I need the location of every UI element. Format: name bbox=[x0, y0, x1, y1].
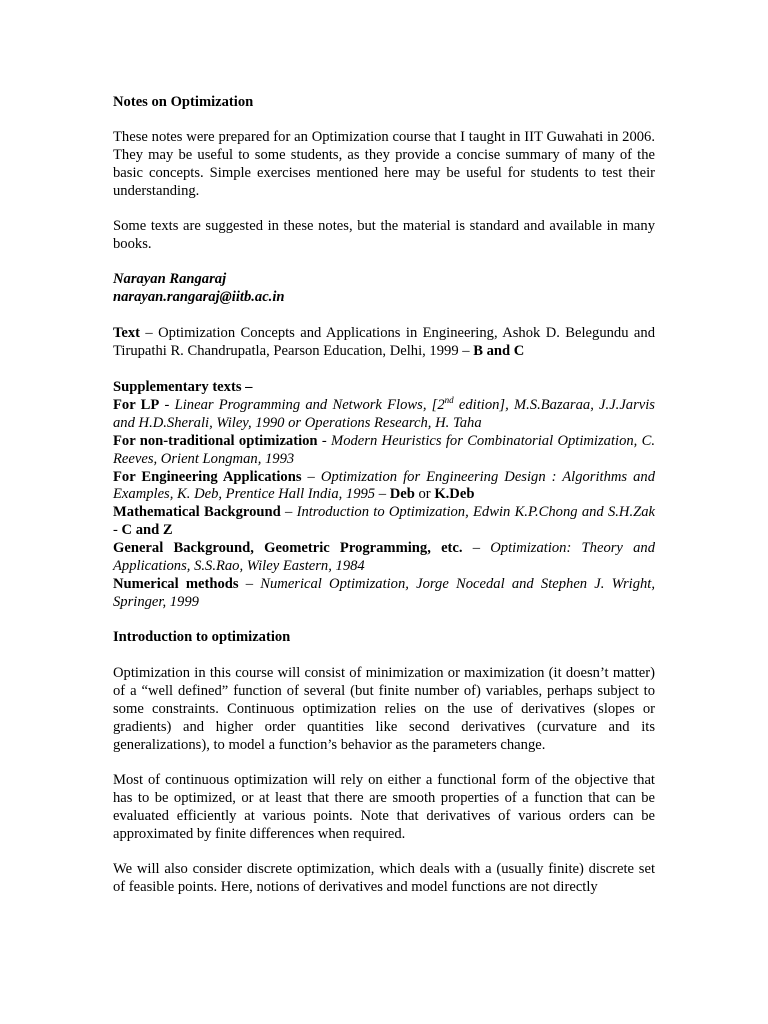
reference-engineering-label: For Engineering Applications bbox=[113, 468, 302, 485]
author-email: narayan.rangaraj@iitb.ac.in bbox=[113, 289, 285, 305]
intro-paragraph-2: Some texts are suggested in these notes, but the material is standard and available in many books. bbox=[113, 218, 655, 252]
text-reference-label: Text bbox=[113, 325, 141, 341]
reference-general-body: Optimization: Theory and Applications, S.S.Rao, Wiley Eastern, 1984 bbox=[113, 540, 655, 575]
reference-nontraditional bbox=[113, 433, 655, 469]
section-paragraph-2: Most of continuous optimization will rely on either a functional form of the objective that has to be optimized, or at least that there are smooth properties of a function that can be evaluated efficiently at various points. Note that derivatives of various orders can be approximated by finite differences when required. bbox=[113, 772, 655, 842]
reference-engineering bbox=[113, 469, 655, 505]
reference-general-dash: – bbox=[462, 540, 491, 557]
reference-numerical-dash: – bbox=[238, 575, 261, 592]
intro-paragraph-1: These notes were prepared for an Optimization course that I taught in IIT Guwahati in 2006. They may be useful to some students, as they provide a concise summary of many of the basic concepts. Simple exercises mentioned here may be useful for students to test their understanding. bbox=[113, 129, 655, 199]
text-reference-body: Optimization Concepts and Applications in Engineering, Ashok D. Belegundu and Tirupathi R. Chandrupatla, Pearson Education, Delhi, 1999 bbox=[113, 325, 655, 359]
reference-engineering-dash: – bbox=[301, 468, 321, 485]
section-paragraph-3: We will also consider discrete optimization, which deals with a (usually finite) discrete set of feasible points. Here, notions of derivatives and model functions are not directly bbox=[113, 861, 655, 895]
reference-mathematical-dash: – bbox=[280, 504, 297, 521]
reference-mathematical bbox=[113, 504, 655, 540]
text-reference-dash-2: – bbox=[458, 342, 474, 359]
section-paragraph-1: Optimization in this course will consist of minimization or maximization (it doesn’t matter) of a “well defined” function of several (but finite number of) variables, perhaps subject to some constraints. Continuous optimization relies on the use of derivatives (slopes or gradients) and higher order quantities like second derivatives (curvature and its generalizations), to model a function’s behavior as the parameters change. bbox=[113, 665, 655, 753]
reference-general-label: General Background, Geometric Programming, etc. bbox=[113, 540, 463, 557]
reference-engineering-tag-1: Deb bbox=[389, 486, 415, 503]
reference-numerical-label: Numerical methods bbox=[113, 575, 239, 592]
reference-nontraditional-dash: - bbox=[317, 432, 332, 449]
reference-engineering-dash-2: – bbox=[375, 486, 390, 503]
reference-mathematical-tag: C and Z bbox=[121, 522, 173, 539]
text-reference-dash: – bbox=[140, 325, 159, 341]
reference-engineering-tag-2: K.Deb bbox=[434, 486, 475, 503]
reference-lp-sup: nd bbox=[444, 395, 454, 406]
text-reference-tag: B and C bbox=[473, 342, 525, 359]
reference-lp-body-b: edition], M.S.Bazaraa, J.J.Jarvis and H.D.Sherali, Wiley, 1990 or Operations Research, H. Taha bbox=[113, 396, 655, 431]
reference-mathematical-body: Introduction to Optimization, Edwin K.P.Chong and S.H.Zak bbox=[296, 504, 655, 521]
document-title: Notes on Optimization bbox=[113, 94, 254, 110]
supplementary-heading: Supplementary texts – bbox=[113, 379, 253, 395]
reference-numerical-body: Numerical Optimization, Jorge Nocedal and Stephen J. Wright, Springer, 1999 bbox=[113, 575, 655, 610]
reference-engineering-body: Optimization for Engineering Design : Algorithms and Examples, K. Deb, Prentice Hall India, 1995 bbox=[113, 468, 656, 503]
reference-mathematical-label: Mathematical Background bbox=[113, 504, 281, 521]
reference-general bbox=[113, 540, 655, 576]
reference-lp-label: For LP bbox=[113, 396, 160, 413]
reference-engineering-or: or bbox=[414, 486, 435, 503]
reference-lp-dash: - bbox=[159, 396, 175, 413]
author-name: Narayan Rangaraj bbox=[113, 271, 227, 287]
reference-mathematical-dash-2: - bbox=[113, 522, 122, 539]
reference-lp bbox=[113, 397, 655, 433]
text-reference bbox=[113, 325, 655, 361]
section-heading: Introduction to optimization bbox=[113, 629, 291, 645]
supplementary-texts bbox=[113, 379, 655, 612]
reference-numerical bbox=[113, 576, 655, 612]
reference-nontraditional-body: Modern Heuristics for Combinatorial Optimization, C. Reeves, Orient Longman, 1993 bbox=[113, 432, 655, 467]
reference-nontraditional-label: For non-traditional optimization bbox=[113, 432, 318, 449]
reference-lp-body-a: Linear Programming and Network Flows, [2 bbox=[174, 396, 445, 413]
